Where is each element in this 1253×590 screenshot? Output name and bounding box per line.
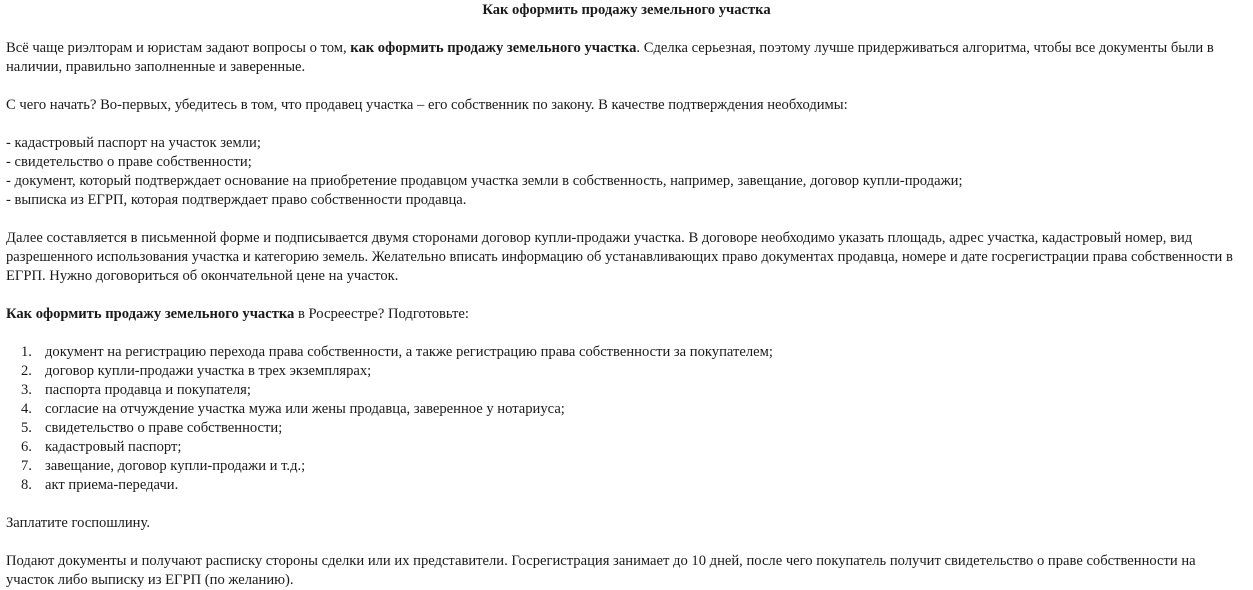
list-number: 6.: [21, 439, 32, 455]
list-text: завещание, договор купли-продажи и т.д.;: [45, 458, 306, 474]
list-item: - свидетельство о праве собственности;: [6, 154, 252, 170]
list-item: [6, 381, 773, 400]
list-number: 5.: [21, 420, 32, 436]
proof-documents-list: [6, 134, 963, 210]
list-item: - документ, который подтверждает основание на приобретение продавцом участка земли в собственность, например, завещание, договор купли-продажи;: [6, 173, 963, 189]
steps-list: [6, 343, 773, 495]
rosreestr-text: в Росреестре? Подготовьте:: [294, 306, 469, 322]
list-number: 8.: [21, 477, 32, 493]
intro-bold-phrase: как оформить продажу земельного участка: [350, 40, 637, 56]
list-text: паспорта продавца и покупателя;: [45, 382, 251, 398]
article-title: Как оформить продажу земельного участка: [482, 2, 771, 18]
intro-text-start: Всё чаще риэлторам и юристам задают вопросы о том,: [6, 40, 351, 56]
list-number: 2.: [21, 363, 32, 379]
list-text: документ на регистрацию перехода права собственности, а также регистрацию права собственности за покупателем;: [45, 344, 773, 360]
list-text: согласие на отчуждение участка мужа или жены продавца, заверенное у нотариуса;: [45, 401, 565, 417]
list-text: акт приема-передачи.: [45, 477, 179, 493]
rosreestr-bold-phrase: Как оформить продажу земельного участка: [6, 306, 295, 322]
list-item: - кадастровый паспорт на участок земли;: [6, 135, 261, 151]
list-number: 3.: [21, 382, 32, 398]
list-text: свидетельство о праве собственности;: [45, 420, 283, 436]
list-item: [6, 400, 773, 419]
final-paragraph: Подают документы и получают расписку стороны сделки или их представители. Госрегистрация занимает до 10 дней, после чего покупатель получит свидетельство о праве собственности на участок либо выписку из ЕГРП (по желанию).: [6, 553, 1196, 588]
intro-paragraph: [6, 39, 1244, 77]
list-number: 4.: [21, 401, 32, 417]
list-item: - выписка из ЕГРП, которая подтверждает право собственности продавца.: [6, 192, 467, 208]
list-item: [6, 343, 773, 362]
list-number: 7.: [21, 458, 32, 474]
start-paragraph: С чего начать? Во-первых, убедитесь в том, что продавец участка – его собственник по закону. В качестве подтверждения необходимы:: [6, 97, 848, 113]
list-item: [6, 362, 773, 381]
list-text: договор купли-продажи участка в трех экземплярах;: [45, 363, 372, 379]
list-item: [6, 476, 773, 495]
list-item: [6, 438, 773, 457]
list-item: [6, 419, 773, 438]
contract-paragraph: Далее составляется в письменной форме и подписывается двумя сторонами договор купли-продажи участка. В договоре необходимо указать площадь, адрес участка, кадастровый номер, вид разрешенного использования участка и категорию земель. Желательно вписать информацию об устанавливающих право документах продавца, номере и дате госрегистрации права собственности в ЕГРП. Нужно договориться об окончательной цене на участок.: [6, 230, 1233, 284]
list-text: кадастровый паспорт;: [45, 439, 182, 455]
list-number: 1.: [21, 344, 32, 360]
intro-text-end: . Сделка серьезная, поэтому лучше придерживаться алгоритма, чтобы все документы были в наличии, правильно заполненные и заверенные.: [6, 40, 1214, 75]
fee-paragraph: Заплатите госпошлину.: [6, 515, 150, 531]
rosreestr-paragraph: [6, 305, 1244, 324]
list-item: [6, 457, 773, 476]
